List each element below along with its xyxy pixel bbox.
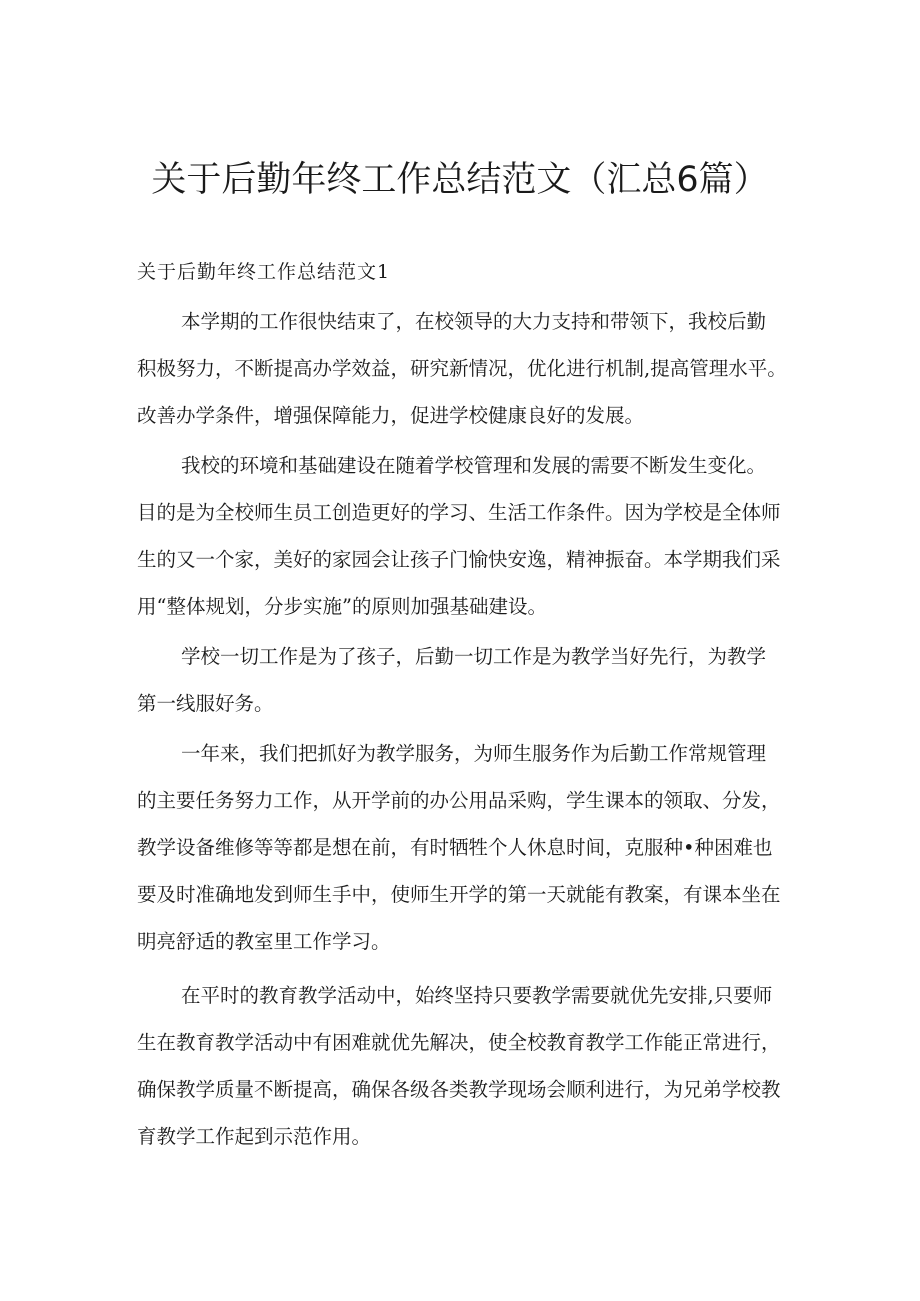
paragraph-2-line-4: 用“整体规划，分步实施”的原则加强基础建设。	[137, 595, 547, 618]
paragraph-5-line-1: 在平时的教育教学活动中，始终坚持只要教学需要就优先安排,只要师	[181, 984, 773, 1007]
paragraph-5-line-2: 生在教育教学活动中有困难就优先解决，使全校教育教学工作能正常进行，	[137, 1031, 781, 1054]
paragraph-1-line-1: 本学期的工作很快结束了，在校领导的大力支持和带领下，我校后勤	[181, 310, 767, 333]
paragraph-3-line-2: 第一线服好务。	[137, 692, 274, 715]
paragraph-2-line-3: 生的又一个家，美好的家园会让孩子门愉快安逸，精神振奋。本学期我们采	[137, 548, 781, 571]
paragraph-5-line-3: 确保教学质量不断提高，确保各级各类教学现场会顺利进行，为兄弟学校教	[137, 1078, 781, 1101]
paragraph-3-line-1: 学校一切工作是为了孩子，后勤一切工作是为教学当好先行，为教学	[181, 645, 767, 668]
paragraph-4-line-3: 教学设备维修等等都是想在前，有时牺牲个人休息时间，克服种•种困难也	[137, 836, 773, 859]
paragraph-1-line-2: 积极努力，不断提高办学效益，研究新情况，优化进行机制,提高管理水平。	[137, 357, 787, 380]
paragraph-1-line-3: 改善办学条件，增强保障能力，促进学校健康良好的发展。	[137, 404, 645, 427]
paragraph-5-line-4: 育教学工作起到示范作用。	[137, 1125, 372, 1148]
document-title: 关于后勤年终工作总结范文（汇总6篇）	[151, 160, 769, 200]
paragraph-4-line-5: 明亮舒适的教室里工作学习。	[137, 930, 391, 953]
paragraph-2-line-2: 目的是为全校师生员工创造更好的学习、生活工作条件。因为学校是全体师	[137, 501, 781, 524]
paragraph-4-line-4: 要及时准确地发到师生手中，使师生开学的第一天就能有教案，有课本坐在	[137, 883, 781, 906]
paragraph-4-line-2: 的主要任务努力工作，从开学前的办公用品采购，学生课本的领取、分发，	[137, 789, 781, 812]
section-heading: 关于后勤年终工作总结范文1	[137, 261, 391, 283]
paragraph-2-line-1: 我校的环境和基础建设在随着学校管理和发展的需要不断发生变化。	[181, 454, 767, 477]
paragraph-4-line-1: 一年来，我们把抓好为教学服务，为师生服务作为后勤工作常规管理	[181, 742, 767, 765]
